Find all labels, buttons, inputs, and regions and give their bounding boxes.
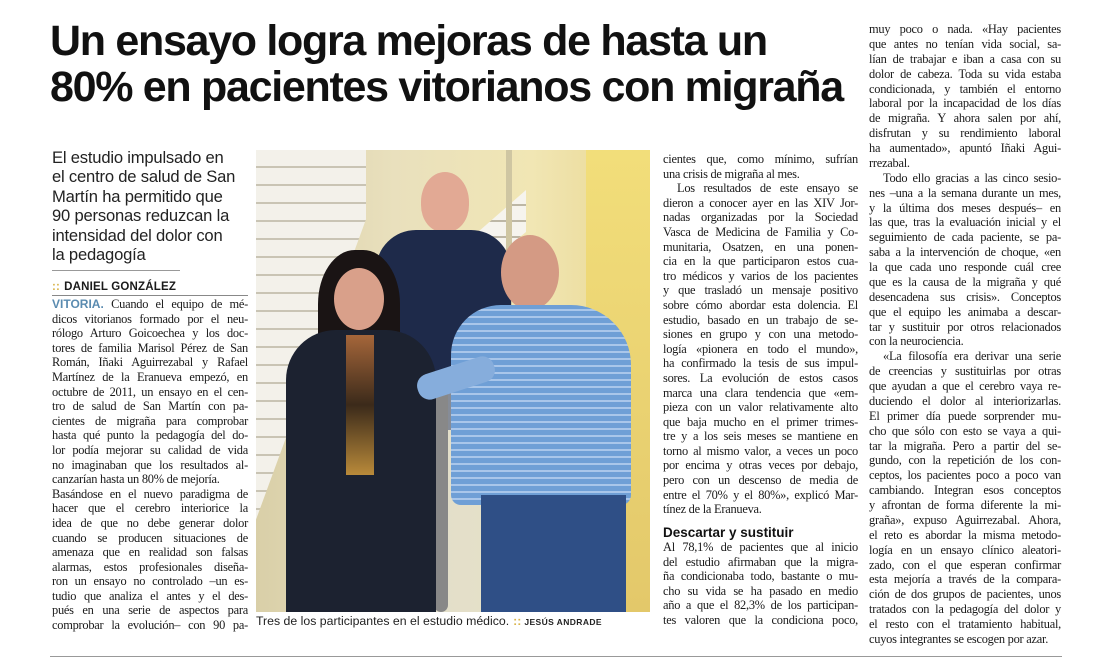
paragraph <box>869 171 1061 350</box>
text-line: de migraña. Y ahora salen por ahí, <box>869 111 1061 126</box>
text-line: cho que sólo con esto se vaya a qui- <box>869 423 1061 438</box>
text-line: logía en un ensayo clínico aleatori- <box>869 542 1061 557</box>
subtitle-dek <box>52 148 252 264</box>
text-line: Al 78,1% de pacientes que al inicio <box>663 540 858 554</box>
text-line: sobre cómo abordar esta dolencia. El <box>663 297 858 312</box>
text-line: hasta qué punto la pedagogía del do- <box>52 428 248 443</box>
person-head <box>421 172 469 232</box>
text-line: Vasca de Medicina de Familia y Co- <box>663 224 858 239</box>
text-line: logía «pionera en todo el mundo», <box>663 341 858 356</box>
text-line: ha aumentado», apuntó Iñaki Agui- <box>869 141 1061 155</box>
divider <box>52 270 180 271</box>
text-line: Todo ello gracias a las cinco sesio- <box>883 170 1061 185</box>
text-line: tes valoren que la condiciona poco, <box>663 612 858 627</box>
text-line: con la neurociencia. <box>869 334 964 349</box>
text-line: tudio que analiza el antes y el des- <box>52 588 248 603</box>
text-line: Román, Iñaki Aguirrezabal y Rafael <box>52 355 248 370</box>
text-line: lor podía mejorar su calidad de vida <box>52 442 248 457</box>
text-line: cho su vida se ha pasado en medio <box>663 583 858 598</box>
text-line: cientes que, como mínimo, sufrían <box>663 152 858 166</box>
text-line: octubre de 2011, un ensayo en el cen- <box>52 384 248 399</box>
text-line: que el equipo les animaba a descar- <box>869 304 1061 319</box>
text-line: cambiando. Integran esos conceptos <box>869 483 1061 498</box>
text-line: que baja mucho en el primer trimes- <box>663 414 858 429</box>
text-line: cientes de migraña para comprobar <box>52 413 248 428</box>
text-line: pero con un descenso de media de <box>663 473 858 488</box>
text-line: dolor de cabeza. Toda su vida estaba <box>869 66 1061 81</box>
scarf <box>346 335 374 475</box>
text-line: ña condicionaba todo, bastante o mu- <box>663 569 858 584</box>
text-line: rólogo Arturo Goicoechea y los doc- <box>52 326 248 341</box>
paragraph <box>663 152 858 181</box>
text-line: cia en la que participaron estos cua- <box>663 254 858 269</box>
text-line: cuyos integrantes se escogen por azar. <box>869 631 1049 646</box>
paragraph <box>869 349 1061 647</box>
dek-line: intensidad del dolor con <box>52 225 223 245</box>
section-subhead: Descartar y sustituir <box>663 525 794 540</box>
paragraph <box>52 487 248 633</box>
text-line: año a que el 82,3% de los participan- <box>663 598 858 613</box>
handrail <box>434 385 448 612</box>
text-line: que antes no tenían vida social, sa- <box>869 36 1061 51</box>
text-line: las que, tras la evaluación inicial y el <box>869 215 1061 230</box>
text-line: Martínez de la Eranueva empezó, en <box>52 369 248 384</box>
paragraph <box>663 540 858 628</box>
text-line: que es la causa de la migraña y qué <box>869 274 1061 289</box>
dek-line: Martín ha permitido que <box>52 186 223 206</box>
text-line: y la última dos meses después– en <box>869 200 1061 215</box>
text-line: dicos vitorianos formado por el neu- <box>52 311 248 326</box>
text-line: tro de salud de San Martín con pa- <box>52 399 248 414</box>
person-face <box>334 268 384 330</box>
text-line: VITORIA. Cuando el equipo de mé- <box>52 297 248 311</box>
text-line: tar la migraña. Pero a partir del se- <box>869 438 1061 453</box>
text-line: amenaza que en realidad son falsas <box>52 545 248 560</box>
text-line: y afrontan de forma diferente la mi- <box>869 498 1061 512</box>
text-line: tratados con la pedagogía del dolor y <box>869 602 1061 617</box>
text-line: nadas organizadas por la Sociedad <box>663 210 858 225</box>
text-line: estudio, basado en un trabajo de se- <box>663 312 858 327</box>
text-line: «La filosofía era derivar una serie <box>883 349 1061 364</box>
text-line: siones en grupo y con una metodo- <box>663 327 858 342</box>
headline <box>50 18 870 110</box>
text-line: alarmas, estos profesionales diseña- <box>52 559 248 574</box>
text-line: dieron a conocer ayer en las XIV Jor- <box>663 195 858 210</box>
text-line: no imaginaban que los resultados al- <box>52 457 248 472</box>
text-line: de creencias y sustituirlas por otras <box>869 364 1061 379</box>
text-line: la que cada uno responde cuál cree <box>869 260 1061 274</box>
text-line: el reto es abordar la misma metodo- <box>869 527 1061 542</box>
text-line: tores de familia Marisol Pérez de San <box>52 340 248 355</box>
text-line: entre el 70% y el 80%», explicó Mar- <box>663 487 858 502</box>
text-line: disfrutan y su rendimiento laboral <box>869 126 1061 141</box>
text-line: munitaria, Osatzen, en una ponen- <box>663 239 858 254</box>
text-line: canzarían hasta un 80% de mejoría. <box>52 472 220 487</box>
text-line: tre y a los seis meses se mantiene en <box>663 429 858 444</box>
text-line: ceptos, los pacientes poco a poco van <box>869 468 1061 483</box>
text-line: comprobar la evolución– con 90 pa- <box>52 618 248 633</box>
caption-text: Tres de los participantes en el estudio médico. <box>256 614 510 628</box>
dek-line: 90 personas reduzcan la <box>52 206 230 226</box>
body-column-middle-lower <box>663 540 858 628</box>
text-line: rrezabal. <box>869 155 910 170</box>
photo-credit: JESÚS ANDRADE <box>524 617 602 627</box>
person-jeans <box>481 495 626 612</box>
text-line: laboral por la incapacidad de los días <box>869 96 1061 111</box>
text-line: pieza con un valor relativamente alto <box>663 400 858 415</box>
text-line: y que trasladó un mensaje positivo <box>663 283 858 298</box>
body-column-right <box>869 22 1061 647</box>
text-line: El primer día puede sorprender mu- <box>869 408 1061 423</box>
photo-caption <box>256 614 602 628</box>
text-line: graña», expuso Aguirrezabal. Ahora, <box>869 512 1061 527</box>
text-line: gundo, con la repetición de los con- <box>869 453 1061 468</box>
text-line: desencadena sus crisis». Conceptos <box>869 289 1061 304</box>
article-photo <box>256 150 650 612</box>
body-column-left <box>52 297 248 633</box>
text-line: ron un ensayo no controlado –un es- <box>52 574 248 589</box>
dek-line: la pedagogía <box>52 245 146 265</box>
text-line: pués en una serie de aspectos para <box>52 603 248 618</box>
text-line: condicionada, y también el entorno <box>869 81 1061 96</box>
text-line: seguimiento de cada paciente, se pa- <box>869 230 1061 245</box>
text-line: marca una clara tendencia que «em- <box>663 385 858 400</box>
text-line: lían de trabajar e iban a casa con su <box>869 51 1061 66</box>
text-line: del estudio afirmaban que la migra- <box>663 554 858 569</box>
paragraph <box>869 22 1061 171</box>
text-line: torno al mismo valor, a veces un poco <box>663 443 858 458</box>
text-line: tro médicos y varios de los pacientes <box>663 268 858 283</box>
text-line: tínez de la Eranueva. <box>663 502 762 517</box>
text-line: sores. La evolución de estos casos <box>663 370 858 385</box>
text-line: el resto con el tratamiento habitual, <box>869 617 1061 631</box>
text-line: ción de dos grupos de pacientes, unos <box>869 587 1061 602</box>
headline-line: 80% en pacientes vitorianos con migraña <box>50 63 843 111</box>
text-line: Los resultados de este ensayo se <box>677 181 858 196</box>
text-line: por encima y otras veces por debajo, <box>663 458 858 473</box>
text-line: que ayudan a que el cerebro vaya re- <box>869 379 1061 393</box>
text-line: una crisis de migraña al mes. <box>663 166 800 181</box>
text-line: saba a la intervención de choque, «en <box>869 245 1061 260</box>
text-line: hacer que el cerebro interiorice la <box>52 501 248 516</box>
text-line: zado, con el que esperan confirmar <box>869 557 1061 572</box>
caption-marker: :: <box>513 614 522 628</box>
dek-line: El estudio impulsado en <box>52 148 224 167</box>
text-line: Basándose en el nuevo paradigma de <box>52 486 248 501</box>
author-name: DANIEL GONZÁLEZ <box>64 281 177 293</box>
paragraph <box>52 297 248 487</box>
text-line: esta mejoría a través de la compara- <box>869 572 1061 587</box>
page-divider <box>50 656 1062 657</box>
person-head <box>501 235 559 310</box>
byline-marker: :: <box>52 281 61 293</box>
dateline: VITORIA. <box>52 297 104 311</box>
person-blue-shirt <box>451 305 631 505</box>
paragraph <box>663 181 858 517</box>
dek-line: el centro de salud de San <box>52 167 236 187</box>
text-line: muy poco o nada. «Hay pacientes <box>869 22 1061 36</box>
text-line: idea de que no debe generar dolor <box>52 515 248 530</box>
headline-line: Un ensayo logra mejoras de hasta un <box>50 17 767 65</box>
text-line: duciendo el dolor al interiorizarlas. <box>869 393 1061 408</box>
text-line: nes –una a la semana durante un mes, <box>869 185 1061 200</box>
byline <box>52 281 248 296</box>
text-line: ha confirmado la tesis de sus impul- <box>663 356 858 371</box>
text-line: cuando se producen situaciones de <box>52 530 248 545</box>
text-line: tar y sustituir por otros relacionados <box>869 319 1061 334</box>
body-column-middle <box>663 152 858 517</box>
